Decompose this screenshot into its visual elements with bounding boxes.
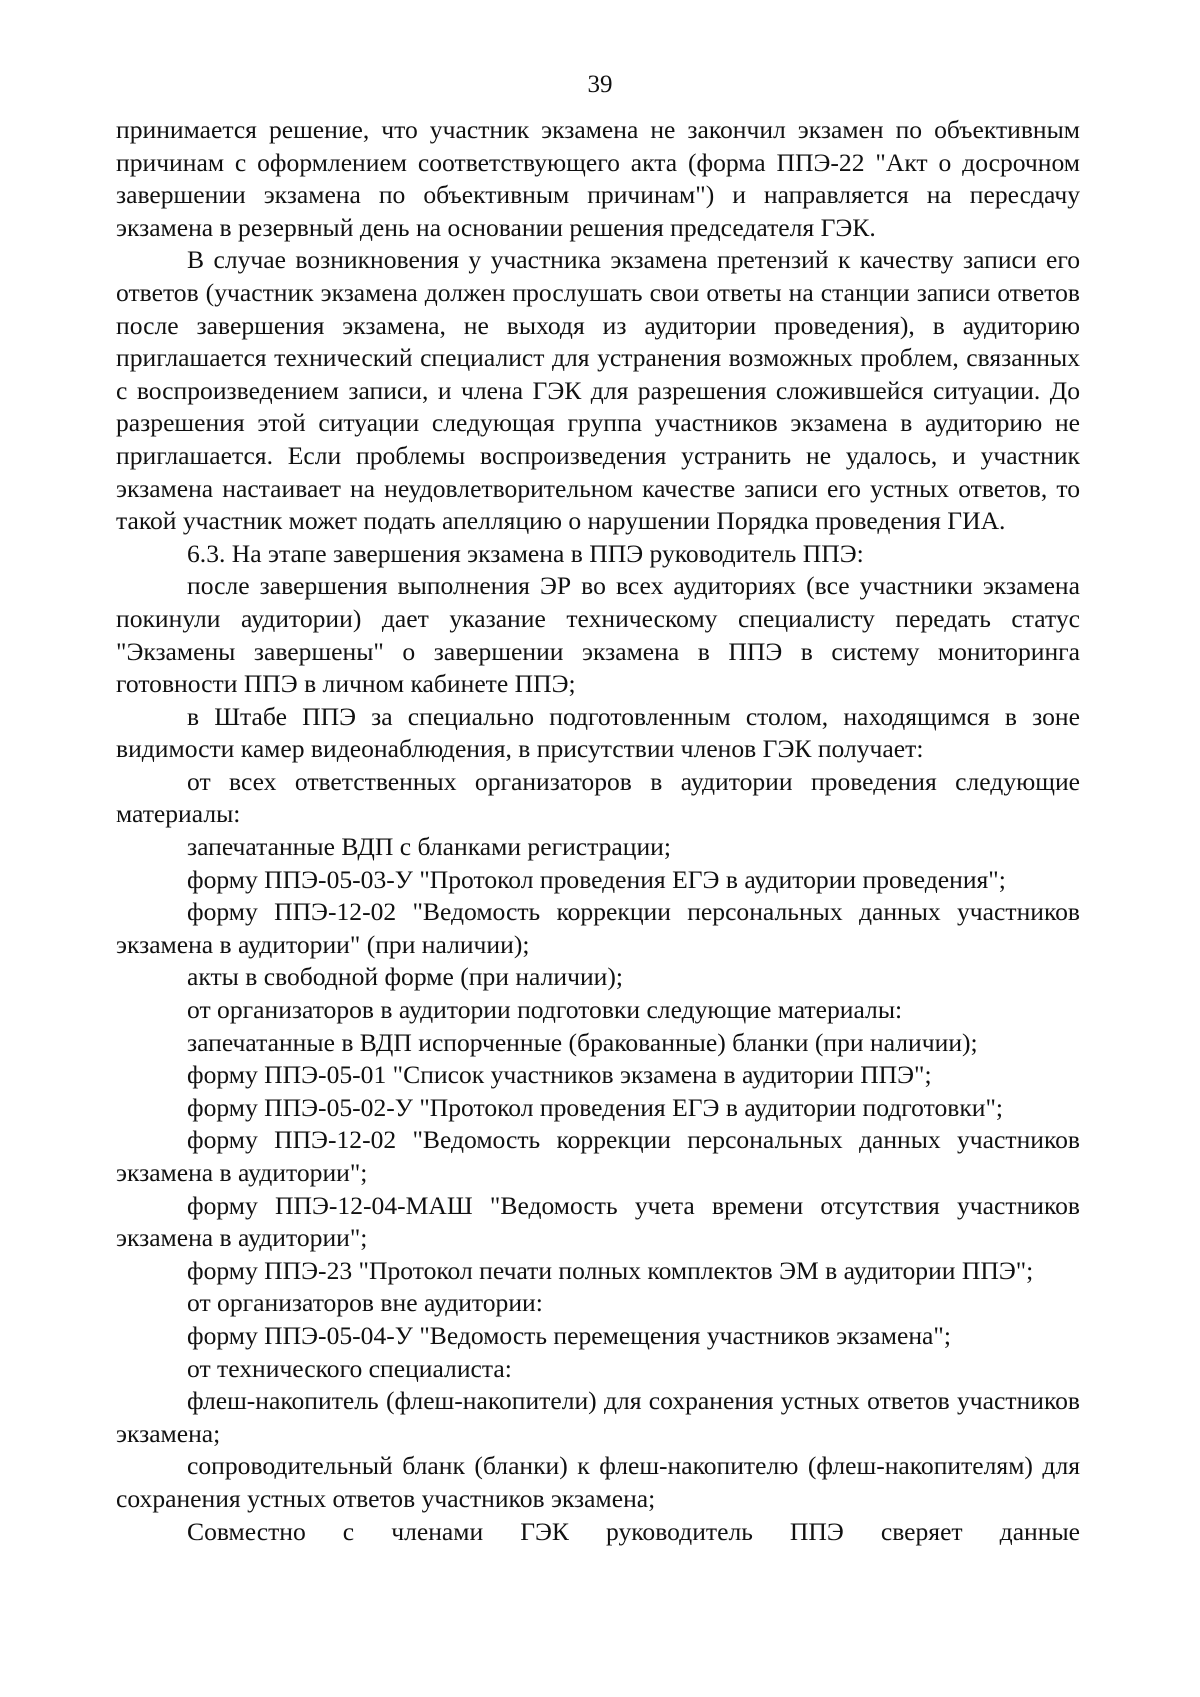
paragraph: флеш-накопитель (флеш-накопители) для сохранения устных ответов участников экзамена; xyxy=(116,1386,1080,1448)
paragraph: форму ППЭ-23 "Протокол печати полных комплектов ЭМ в аудитории ППЭ"; xyxy=(187,1255,1034,1285)
paragraph: акты в свободной форме (при наличии); xyxy=(187,962,623,992)
document-body xyxy=(116,114,1080,1548)
paragraph: форму ППЭ-05-04-У "Ведомость перемещения участников экзамена"; xyxy=(187,1320,951,1350)
paragraph: принимается решение, что участник экзамена не закончил экзамен по объективным причинам с оформлением соответствующего акта (форма ППЭ-22 "Акт о досрочном завершении экзамена по объективным причинам") и направляется на пересдачу экзамена в резервный день на основании решения председателя ГЭК. xyxy=(116,115,1080,242)
paragraph: запечатанные в ВДП испорченные (бракованные) бланки (при наличии); xyxy=(187,1027,978,1057)
paragraph: форму ППЭ-05-02-У "Протокол проведения ЕГЭ в аудитории подготовки"; xyxy=(187,1092,1004,1122)
paragraph: от всех ответственных организаторов в аудитории проведения следующие материалы: xyxy=(116,766,1080,829)
paragraph: от организаторов вне аудитории: xyxy=(187,1288,543,1318)
paragraph: В случае возникновения у участника экзамена претензий к качеству записи его ответов (участник экзамена должен прослушать свои ответы на станции записи ответов после завершения экзамена, не выходя из аудитории проведения), в аудиторию приглашается технический специалист для устранения возможных проблем, связанных с воспроизведением записи, и члена ГЭК для разрешения сложившейся ситуации. До разрешения этой ситуации следующая группа участников экзамена в аудиторию не приглашается. Если проблемы воспроизведения устранить не удалось, и участник экзамена настаивает на неудовлетворительном качестве записи его устных ответов, то такой участник может подать апелляцию о нарушении Порядка проведения ГИА. xyxy=(116,245,1080,536)
paragraph: 6.3. На этапе завершения экзамена в ППЭ руководитель ППЭ: xyxy=(187,538,864,568)
paragraph: форму ППЭ-12-04-МАШ "Ведомость учета времени отсутствия участников экзамена в аудитории"; xyxy=(116,1190,1080,1253)
paragraph: от организаторов в аудитории подготовки следующие материалы: xyxy=(187,995,903,1025)
paragraph: запечатанные ВДП с бланками регистрации; xyxy=(187,832,671,862)
paragraph: сопроводительный бланк (бланки) к флеш-накопителю (флеш-накопителям) для сохранения устных ответов участников экзамена; xyxy=(116,1451,1080,1513)
paragraph: Совместно с членами ГЭК руководитель ППЭ сверяет данные xyxy=(187,1516,1080,1546)
page-number: 39 xyxy=(587,71,613,98)
paragraph: форму ППЭ-05-03-У "Протокол проведения ЕГЭ в аудитории проведения"; xyxy=(187,864,1006,894)
paragraph: в Штабе ППЭ за специально подготовленным столом, находящимся в зоне видимости камер видеонаблюдения, в присутствии членов ГЭК получает: xyxy=(116,701,1080,764)
paragraph: форму ППЭ-12-02 "Ведомость коррекции персональных данных участников экзамена в аудитории"; xyxy=(116,1125,1080,1187)
paragraph: от технического специалиста: xyxy=(187,1353,512,1383)
paragraph: форму ППЭ-12-02 "Ведомость коррекции персональных данных участников экзамена в аудитории" (при наличии); xyxy=(116,897,1080,959)
paragraph: форму ППЭ-05-01 "Список участников экзамена в аудитории ППЭ"; xyxy=(187,1060,932,1090)
paragraph: после завершения выполнения ЭР во всех аудиториях (все участники экзамена покинули аудитории) дает указание техническому специалисту передать статус "Экзамены завершены" о завершении экзамена в ППЭ в систему мониторинга готовности ППЭ в личном кабинете ППЭ; xyxy=(116,571,1080,699)
